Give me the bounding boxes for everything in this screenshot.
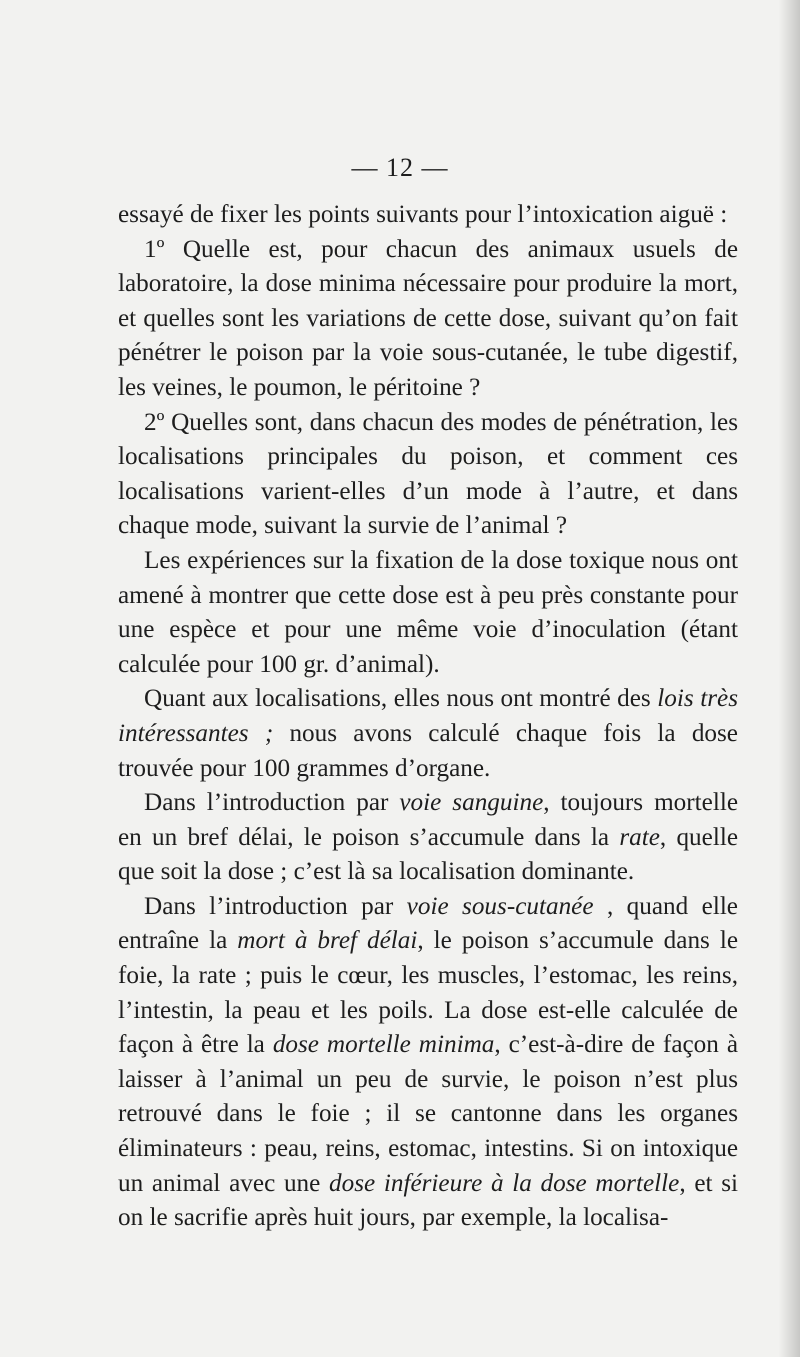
italic-text-run: rate <box>619 823 660 851</box>
text-run: , le poison s’accumule dans le foie, la rate ; puis le cœur, les muscles, l’estomac, les reins, l’intestin, la peau et les poils. La dose est-elle calculée de façon à être la <box>118 927 738 1059</box>
paragraph <box>118 682 738 786</box>
text-run: , quand elle entraîne la <box>118 892 738 955</box>
page-edge-shadow <box>778 0 800 1357</box>
paragraph <box>118 233 738 406</box>
text-run: Dans l’introduction par <box>144 892 407 920</box>
italic-text-run: mort à bref délai <box>237 927 418 955</box>
italic-text-run: lois très intéressantes ; <box>118 685 738 747</box>
italic-text-run: voie sous-cutanée <box>406 892 594 920</box>
paragraph <box>118 890 738 1236</box>
paragraph <box>118 544 738 682</box>
paragraph <box>118 786 738 890</box>
text-run: Dans l’introduction par <box>144 789 400 817</box>
italic-text-run: voie sanguine <box>399 789 544 817</box>
text-run: Quant aux localisations, elles nous ont montré des <box>144 685 658 713</box>
text-run: , quelle que soit la dose ; c’est là sa localisation dominante. <box>118 823 739 886</box>
text-run: nous avons calculé chaque fois la dose trouvée pour 100 grammes d’organe. <box>118 719 738 782</box>
paragraph <box>118 198 738 233</box>
text-run: essayé de fixer les points suivants pour l’intoxication aiguë : <box>118 201 728 228</box>
text-run: , c’est-à-dire de façon à laisser à l’animal un peu de survie, le poison n’est plus retrouvé dans le foie ; il se cantonne dans les organes éliminateurs : peau, reins, estomac, intestins. Si on intoxique un animal avec une <box>118 1031 738 1197</box>
text-run: , et si on le sacrifie après huit jours, par exemple, la localisa- <box>118 1169 738 1232</box>
text-run: 2º Quelles sont, dans chacun des modes de pénétration, les localisations principales du poison, et comment ces localisations varient-elles d’un mode à l’autre, et dans chaque mode, suivant la survie de l’animal ? <box>118 408 738 540</box>
text-run: Les expériences sur la fixation de la dose toxique nous ont amené à montrer que cette dose est à peu près constante pour une espèce et pour une même voie d’inoculation (étant calculée pour 100 gr. d’animal). <box>118 546 738 678</box>
italic-text-run: dose inférieure à la dose mortelle <box>329 1169 680 1197</box>
page-number: — 12 — <box>351 153 449 182</box>
body-text <box>118 198 738 1236</box>
paragraph <box>118 406 738 544</box>
text-run: 1º Quelle est, pour chacun des animaux usuels de laboratoire, la dose minima nécessaire pour produire la mort, et quelles sont les variations de cette dose, suivant qu’on fait pénétrer le poison par la voie sous-cutanée, le tube digestif, les veines, le poumon, le péritoine ? <box>118 235 738 401</box>
text-run: , toujours mortelle en un bref délai, le poison s’accumule dans la <box>118 789 739 851</box>
italic-text-run: dose mortelle minima <box>272 1031 495 1059</box>
